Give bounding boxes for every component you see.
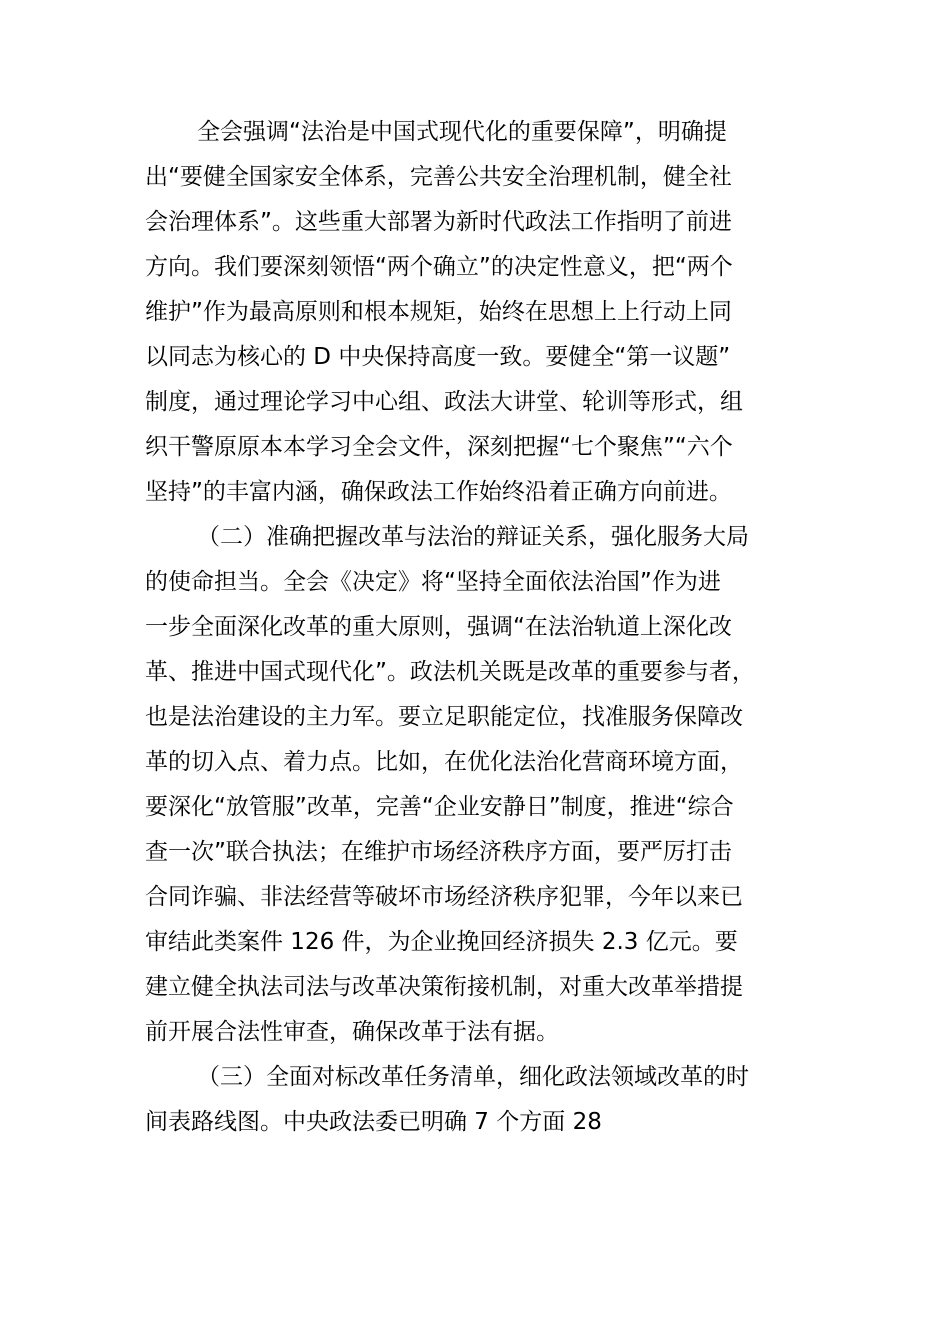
paragraph-line: 间表路线图。中央政法委已明确 7 个方面 28 <box>145 1109 602 1135</box>
paragraph-line: 的使命担当。全会《决定》将“坚持全面依法治国”作为进 <box>145 569 721 595</box>
paragraph-line: 全会强调“法治是中国式现代化的重要保障”，明确提 <box>197 119 727 145</box>
paragraph-line: 坚持”的丰富内涵，确保政法工作始终沿着正确方向前进。 <box>145 479 732 505</box>
paragraph-line: 一步全面深化改革的重大原则，强调“在法治轨道上深化改 <box>145 614 732 640</box>
paragraph-line: 织干警原原本本学习全会文件，深刻把握“七个聚焦”“六个 <box>145 434 733 460</box>
paragraph-line: 合同诈骗、非法经营等破坏市场经济秩序犯罪，今年以来已 <box>145 884 743 910</box>
paragraph-line: 审结此类案件 126 件，为企业挽回经济损失 2.3 亿元。要 <box>145 929 738 955</box>
paragraph-line: 革、推进中国式现代化”。政法机关既是改革的重要参与者， <box>145 659 755 685</box>
paragraph-line: 查一次”联合执法；在维护市场经济秩序方面，要严厉打击 <box>145 839 732 865</box>
paragraph-line: 会治理体系”。这些重大部署为新时代政法工作指明了前进 <box>145 209 732 235</box>
paragraph-line: 方向。我们要深刻领悟“两个确立”的决定性意义，把“两个 <box>145 254 733 280</box>
section-heading-line: （三）全面对标改革任务清单，细化政法领域改革的时 <box>197 1064 749 1090</box>
paragraph-line: 要深化“放管服”改革，完善“企业安静日”制度，推进“综合 <box>145 794 734 820</box>
document-body <box>145 110 815 1145</box>
paragraph-line: 出“要健全国家安全体系，完善公共安全治理机制，健全社 <box>145 164 732 190</box>
section-heading-line: （二）准确把握改革与法治的辩证关系，强化服务大局 <box>197 524 749 550</box>
paragraph-line: 也是法治建设的主力军。要立足职能定位，找准服务保障改 <box>145 704 743 730</box>
paragraph-line: 建立健全执法司法与改革决策衔接机制，对重大改革举措提 <box>145 974 743 1000</box>
paragraph-line: 制度，通过理论学习中心组、政法大讲堂、轮训等形式，组 <box>145 389 743 415</box>
paragraph-line: 以同志为核心的 D 中央保持高度一致。要健全“第一议题” <box>145 344 731 370</box>
paragraph-line: 维护”作为最高原则和根本规矩，始终在思想上上行动上同 <box>145 299 732 325</box>
paragraph-line: 革的切入点、着力点。比如，在优化法治化营商环境方面， <box>145 749 743 775</box>
paragraph-line: 前开展合法性审查，确保改革于法有据。 <box>145 1019 559 1045</box>
